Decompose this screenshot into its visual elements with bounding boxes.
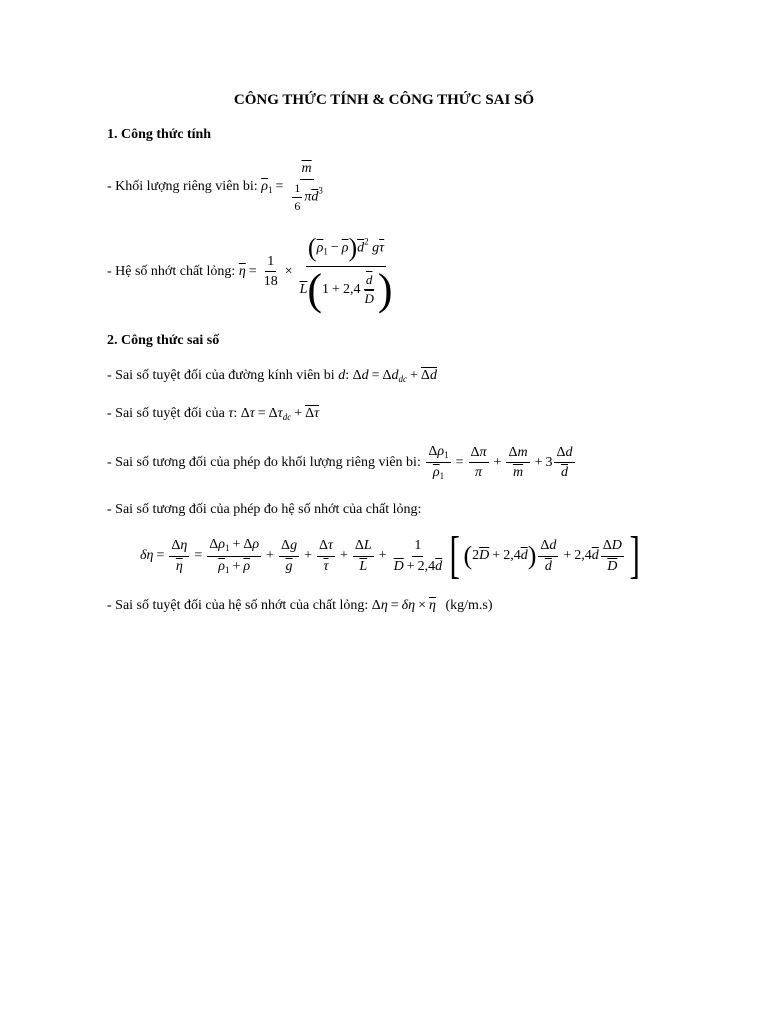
viscosity-rel-error-formula: δη = $\frac{\Delta\eta}{\eta}$ = $\frac{\Delta\rho_1 + \Delta\rho}{\overline{\rho}_1 + \overline{\rho}}$ + $\frac{\Delta g}{g}$ + $\frac{\Delta\tau}{\tau}$ + $\frac{\Delta L}{L}$ + $\frac{1}{\overline{D} + 2,4\overline{d}}$ [ $(2\overline{D} + 2,4\overline{d})$ $\frac{\Delta d}{d}$ + $2,4\overline{d}$ $\frac{\Delta D}{D}$ ] [140,527,640,584]
time-error-formula: $\Delta\tau = \Delta\tau_{dc} + \Delta\tau$ [240,406,320,422]
viscosity-label: - Hệ số nhớt chất lỏng: [107,263,236,279]
viscosity-abs-error-formula: $\Delta\eta = \delta\eta \times \overline{\eta}$ [371,598,436,613]
viscosity-rel-error-line [107,502,421,518]
density-formula-line [107,160,327,214]
viscosity-abs-error-line [107,598,493,614]
density-rel-error-line [107,443,577,483]
time-error-label: - Sai số tuyệt đối của [107,406,225,422]
section-heading-errors: 2. Công thức sai số [107,333,220,348]
density-label: - Khối lượng riêng viên bi: [107,178,258,194]
viscosity-formula: $\overline{\eta}$ = $\frac{1}{18}$ × $(\overline{\rho}_1 - \overline{\rho})\overline{d}^2$ $g\overline{\tau}$ $\overline{L}(1 + 2,4$ $\frac{\overline{d}}{D}$ ) [238,233,393,314]
time-error-line: - Sai số tuyệt đối của τ: $\Delta\tau = \Delta\tau_{dc} + \Delta\tau$ [107,406,320,422]
diameter-error-label: - Sai số tuyệt đối của đường kính viên bi [107,368,335,384]
viscosity-abs-error-label: - Sai số tuyệt đối của hệ số nhớt của chất lỏng: [107,598,369,614]
density-rel-error-label: - Sai số tương đối của phép đo khối lượng riêng viên bi: [107,454,421,470]
diameter-error-formula: $\Delta d = \Delta d_{dc} + \Delta d$ [352,368,437,384]
viscosity-unit: (kg/m.s) [445,598,493,614]
diameter-error-line: - Sai số tuyệt đối của đường kính viên bi d: $\Delta d = \Delta d_{dc} + \Delta d$ [107,368,437,384]
density-rel-error-formula: $\frac{\Delta\rho_1}{\overline{\rho}_1}$ = $\frac{\Delta\pi}{\pi}$ + $\frac{\Delta m}{m}$ + 3 $\frac{\Delta d}{d}$ [428,444,573,482]
viscosity-formula-line [107,232,397,312]
section-heading-formulas: 1. Công thức tính [107,127,212,142]
page-title: CÔNG THỨC TÍNH & CÔNG THỨC SAI SỐ [233,92,535,108]
density-formula: $\overline{\rho}_1$ = $\overline{m}$ $\frac{1}{6}$ $\pi\overline{d}^3$ [261,161,323,213]
viscosity-rel-error-label: - Sai số tương đối của phép đo hệ số nhớt của chất lỏng: [107,502,422,517]
